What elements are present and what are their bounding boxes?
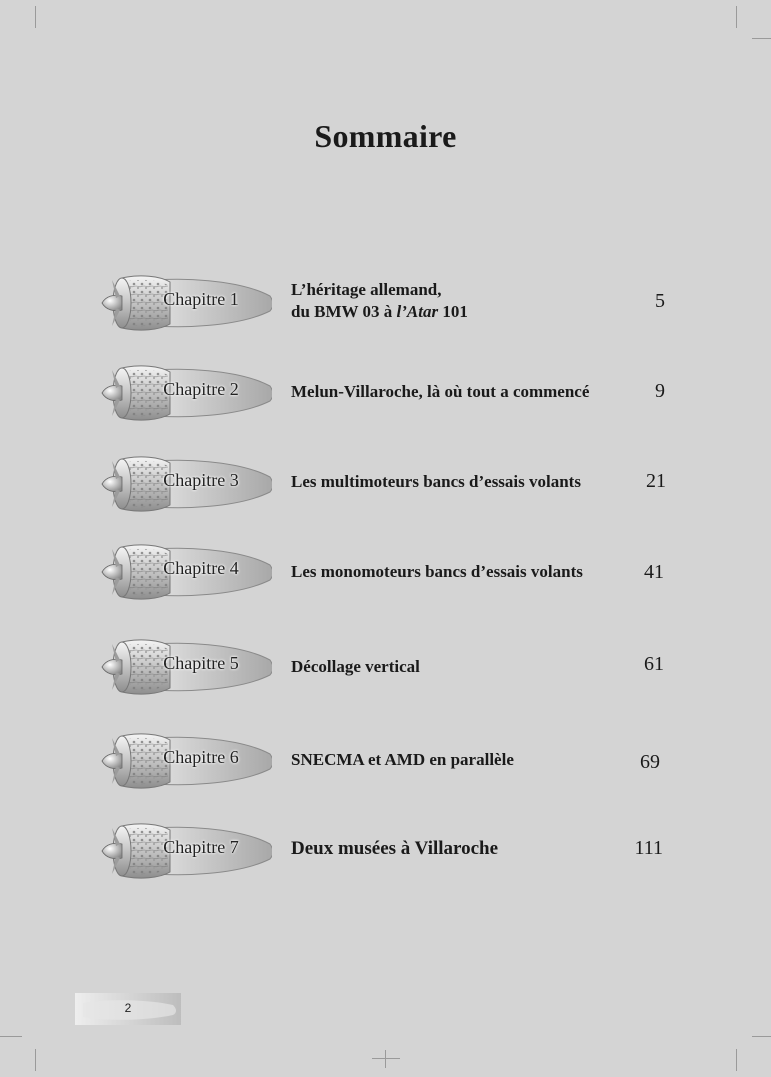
chapter-label: Chapitre 2 (163, 379, 239, 399)
title-text: du BMW 03 à (291, 302, 397, 321)
chapter-title-line2 (291, 301, 468, 323)
chapter-title: Décollage vertical (291, 657, 420, 676)
toc-entry-5[interactable] (0, 638, 771, 698)
toc-entry-2[interactable] (0, 364, 771, 424)
chapter-title: Les monomoteurs bancs d’essais volants (291, 562, 583, 581)
chapter-page-number: 5 (655, 290, 665, 312)
chapter-label: Chapitre 7 (163, 837, 239, 857)
chapter-label: Chapitre 5 (163, 653, 239, 673)
chapter-page-number: 9 (655, 380, 665, 402)
crop-mark (736, 1049, 737, 1071)
crop-mark (35, 6, 36, 28)
chapter-page-number: 21 (646, 470, 666, 492)
chapter-badge (100, 274, 272, 332)
title-italic-text: l’Atar (396, 302, 439, 321)
chapter-badge (100, 455, 272, 513)
chapter-title: Les multimoteurs bancs d’essais volants (291, 472, 581, 491)
chapter-title: SNECMA et AMD en parallèle (291, 750, 514, 769)
page-number: 2 (124, 1001, 132, 1015)
chapter-badge (100, 822, 272, 880)
toc-entry-6[interactable] (0, 732, 771, 792)
chapter-badge (100, 543, 272, 601)
chapter-title: Melun-Villaroche, là où tout a commencé (291, 382, 590, 401)
chapter-label: Chapitre 4 (163, 558, 239, 578)
crop-mark (752, 38, 771, 39)
chapter-title (291, 279, 468, 323)
chapter-badge (100, 732, 272, 790)
chapter-title: Deux musées à Villaroche (291, 838, 499, 859)
chapter-label: Chapitre 1 (163, 289, 239, 309)
chapter-badge (100, 364, 272, 422)
crop-mark (736, 6, 737, 28)
crop-mark (0, 1036, 22, 1037)
page-number-tab (75, 993, 181, 1025)
toc-entry-1[interactable] (0, 274, 771, 334)
crop-mark (35, 1049, 36, 1071)
crop-mark (752, 1036, 771, 1037)
chapter-label: Chapitre 3 (163, 470, 239, 490)
toc-entry-3[interactable] (0, 455, 771, 515)
title-text: 101 (438, 302, 468, 321)
chapter-page-number: 69 (640, 751, 660, 773)
chapter-badge (100, 638, 272, 696)
page-title: Sommaire (314, 118, 457, 154)
chapter-page-number: 111 (634, 837, 663, 859)
chapter-page-number: 61 (644, 653, 664, 675)
toc-entry-7[interactable] (0, 822, 771, 882)
registration-mark (385, 1050, 386, 1068)
chapter-title-line1: L’héritage allemand, (291, 280, 442, 299)
chapter-label: Chapitre 6 (163, 747, 239, 767)
toc-entry-4[interactable] (0, 543, 771, 603)
registration-mark (372, 1058, 400, 1059)
chapter-page-number: 41 (644, 561, 664, 583)
